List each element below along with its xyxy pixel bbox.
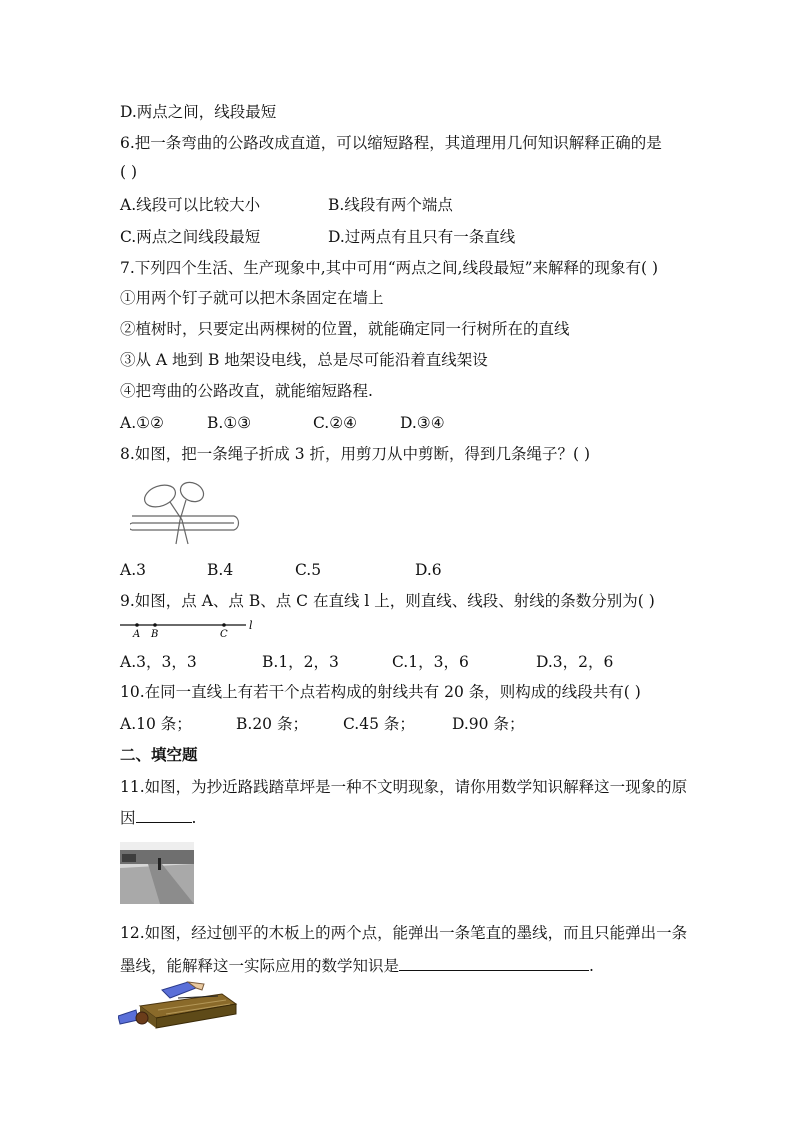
q10-option-b: B.20 条； [236,715,308,733]
section-heading: 二、填空题 [120,746,198,764]
q7-option-c: C.②④ [313,414,358,432]
q10-option-a: A.10 条； [120,715,192,733]
q8-stem: 8.如图，把一条绳子折成 3 折，用剪刀从中剪断，得到几条绳子？( ) [120,445,591,463]
q6-stem: 6.把一条弯曲的公路改成直道，可以缩短路程，其道理用几何知识解释正确的是 [120,134,662,152]
q6-option-a: A.线段可以比较大小 [120,196,261,214]
rope-scissors-figure [130,478,240,546]
q7-option-d: D.③④ [400,414,445,432]
q9-option-b: B.1，2，3 [262,653,339,671]
q12-line-2 [120,955,594,976]
q6-answer-paren: ( ) [120,163,138,181]
line-l-label: l [249,619,253,632]
q12-line-1: 12.如图，经过刨平的木板上的两个点，能弹出一条笔直的墨线，而且只能弹出一条 [120,924,688,942]
q7-item-3: ③从 A 地到 B 地架设电线，总是尽可能沿着直线架设 [120,351,488,369]
line-points-figure [118,617,258,639]
q11-line-1: 11.如图，为抄近路践踏草坪是一种不文明现象，请你用数学知识解释这一现象的原 [120,778,688,796]
q7-item-4: ④把弯曲的公路改直，就能缩短路程. [120,382,373,400]
q7-option-a: A.①② [120,414,164,432]
point-c-label: C [220,629,228,639]
q8-option-d: D.6 [415,561,442,579]
q8-option-a: A.3 [120,561,146,579]
q7-option-b: B.①③ [207,414,252,432]
q9-stem: 9.如图，点 A、点 B、点 C 在直线 l 上，则直线、线段、射线的条数分别为( ) [120,592,655,610]
q7-item-1: ①用两个钉子就可以把木条固定在墙上 [120,289,384,307]
q8-option-b: B.4 [207,561,234,579]
point-b-label: B [151,629,159,639]
lawn-path-photo [120,842,194,904]
q9-option-d: D.3，2，6 [536,653,614,671]
q10-stem: 10.在同一直线上有若干个点若构成的射线共有 20 条，则构成的线段共有( ) [120,683,641,701]
q10-option-c: C.45 条； [343,715,415,733]
q11-line-2 [120,807,196,828]
q9-option-a: A.3，3，3 [120,653,197,671]
q12-suffix: . [589,957,594,975]
q6-option-d: D.过两点有且只有一条直线 [328,228,516,246]
point-a-label: A [133,629,141,639]
q12-prefix: 墨线，能解释这一实际应用的数学知识是 [120,957,400,975]
q9-option-c: C.1，3，6 [392,653,469,671]
q11-suffix: . [191,809,197,827]
q11-prefix: 因 [120,809,136,827]
q10-option-d: D.90 条； [452,715,525,733]
wooden-board-figure [118,980,240,1032]
q6-option-b: B.线段有两个端点 [328,196,453,214]
q8-option-c: C.5 [295,561,322,579]
q6-option-c: C.两点之间线段最短 [120,228,261,246]
q7-stem: 7.下列四个生活、生产现象中,其中可用“两点之间,线段最短”来解释的现象有( ) [120,259,659,277]
q5-option-d: D.两点之间，线段最短 [120,103,277,121]
q12-answer-blank[interactable] [399,955,589,971]
q7-item-2: ②植树时，只要定出两棵树的位置，就能确定同一行树所在的直线 [120,320,570,338]
q11-answer-blank[interactable] [136,807,192,823]
